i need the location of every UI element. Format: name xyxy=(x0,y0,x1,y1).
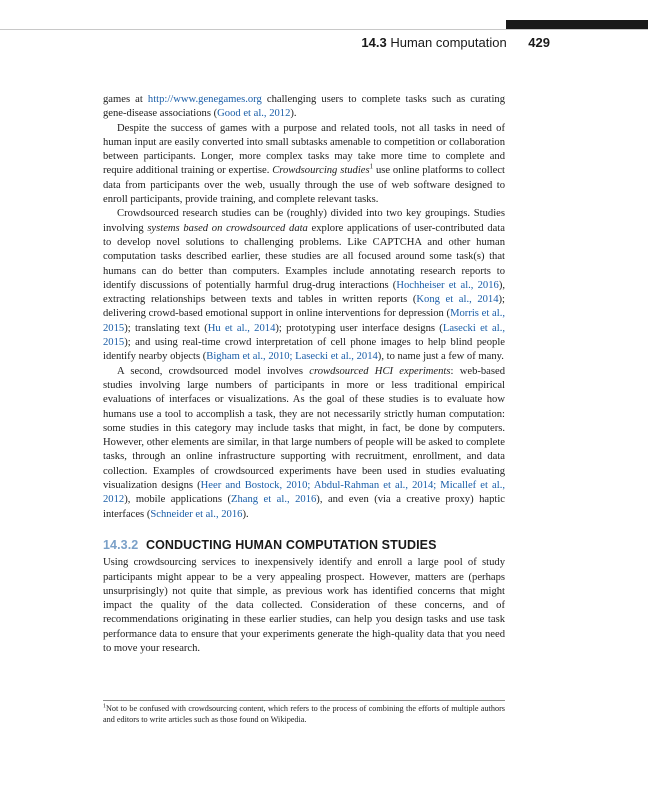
citation-link[interactable]: Heer and Bostock, 2010; Abdul-Rahman et al., 2014; Micallef et al., 2012 xyxy=(103,480,505,506)
citation-link[interactable]: Morris et al., 2015 xyxy=(103,308,505,334)
paragraph-4 xyxy=(103,365,505,522)
text-run: ); delivering crowd-based emotional support in online interventions for depression ( xyxy=(103,294,506,320)
text-run: Crowdsourced research studies can be (roughly) divided into two key groupings. Studies involving xyxy=(103,208,505,234)
text-run: ); translating text ( xyxy=(124,322,208,334)
text-run: ), to name just a few of many. xyxy=(377,351,504,363)
body-text xyxy=(103,93,505,656)
running-header xyxy=(0,0,648,60)
text-run: : web-based studies involving large numbers of participants in more or less traditional empirical evaluations of interfaces or visualizations. As the goal of these studies is to evaluate how humans use a tool to accomplish a task, they are not necessarily strictly human computation: some studies in this category may include tasks that might, in fact, be done by computers. However, other elements are similar, in that large numbers of people will be asked to complete tasks, through an online infrastructure supporting with recruitment, enrollment, and data collection. Examples of crowdsourced experiments have been used in studies evaluating visualization designs ( xyxy=(103,365,506,492)
text-run: ). xyxy=(242,508,249,520)
section-heading xyxy=(103,538,505,552)
citation-link[interactable]: Bigham et al., 2010; Lasecki et al., 2014 xyxy=(206,351,378,363)
footnote-mark: 1 xyxy=(103,703,106,710)
citation-link[interactable]: Zhang et al., 2016 xyxy=(230,494,317,506)
text-run: games at xyxy=(103,94,148,105)
text-run: ), and even (via a creative proxy) haptic interfaces ( xyxy=(103,494,506,520)
footnote-text: Not to be confused with crowdsourcing content, which refers to the process of combining the efforts of multiple authors and editors to write articles such as those found on Wikipedia. xyxy=(103,704,505,724)
text-run: ), extracting relationships between texts and tables in written reports ( xyxy=(103,279,505,306)
footnote-reference[interactable]: 1 xyxy=(369,162,374,171)
running-head xyxy=(361,35,550,50)
header-rule xyxy=(0,29,648,30)
citation-link[interactable]: Lasecki et al., 2015 xyxy=(103,322,505,349)
paragraph-5: Using crowdsourcing services to inexpensively identify and enroll a large pool of study participants might appear to be a very appealing prospect. However, matters are (perhaps unsurprisingly) not quite that simple, as previous work has identified concerns that might impact the quality of the data collected. Consideration of these concerns, and of recommendations originating in these earlier studies, can help you design tasks and use task performance data to ensure that your experiments generate the high-quality data that you need to move your research. xyxy=(103,557,505,654)
footnote-rule xyxy=(103,700,505,701)
text-run: ). xyxy=(290,108,297,120)
section-number: 14.3.2 xyxy=(103,537,139,552)
citation-link[interactable]: Good et al., 2012 xyxy=(217,108,291,120)
text-run: ), mobile applications ( xyxy=(124,494,231,506)
citation-link[interactable]: Kong et al., 2014 xyxy=(416,294,499,306)
text-run: A second, crowdsourced model involves xyxy=(117,365,310,377)
text-run: challenging users to complete tasks such as curating gene-disease associations ( xyxy=(103,94,505,120)
text-run: explore applications of user-contributed data to develop novel solutions to challenging problems. Like CAPTCHA and other human computation tasks described earlier, these studies are all focused around some task(s) that humans can do better than computers. Examples include annotating research reports to identify discussions of potentially harmful drug-drug interactions ( xyxy=(103,222,505,291)
text-run: use online platforms to collect data from participants over the web, usually through the use of web software designed to enroll participants, provide training, and complete relevant tasks. xyxy=(103,165,505,206)
text-run: ); prototyping user interface designs ( xyxy=(275,322,443,334)
emphasis-term: crowdsourced HCI experiments xyxy=(309,365,451,377)
paragraph-3 xyxy=(103,207,505,364)
citation-link[interactable]: Schneider et al., 2016 xyxy=(150,508,243,520)
page-number: 429 xyxy=(528,35,550,50)
paragraph-1 xyxy=(103,93,505,122)
footnote xyxy=(103,703,505,725)
paragraph-2 xyxy=(103,122,505,208)
header-section-title: Human computation xyxy=(390,35,507,50)
emphasis-term: Crowdsourcing studies xyxy=(272,165,370,177)
section-title: CONDUCTING HUMAN COMPUTATION STUDIES xyxy=(145,537,437,552)
citation-link[interactable]: Hochheiser et al., 2016 xyxy=(396,279,499,291)
emphasis-term: systems based on crowdsourced data xyxy=(147,222,308,234)
genegames-link[interactable]: http://www.genegames.org xyxy=(147,94,262,105)
text-run: Despite the success of games with a purpose and related tools, not all tasks in need of human input are easily converted into small subtasks amenable to competition or collaboration between participants. Longer, more complex tasks may take more time to complete and require additional training or expertise. xyxy=(103,122,505,177)
text-run: ); and using real-time crowd interpretation of cell phone images to help blind people identify nearby objects ( xyxy=(103,337,505,363)
header-section-number: 14.3 xyxy=(361,35,387,50)
citation-link[interactable]: Hu et al., 2014 xyxy=(207,322,276,334)
